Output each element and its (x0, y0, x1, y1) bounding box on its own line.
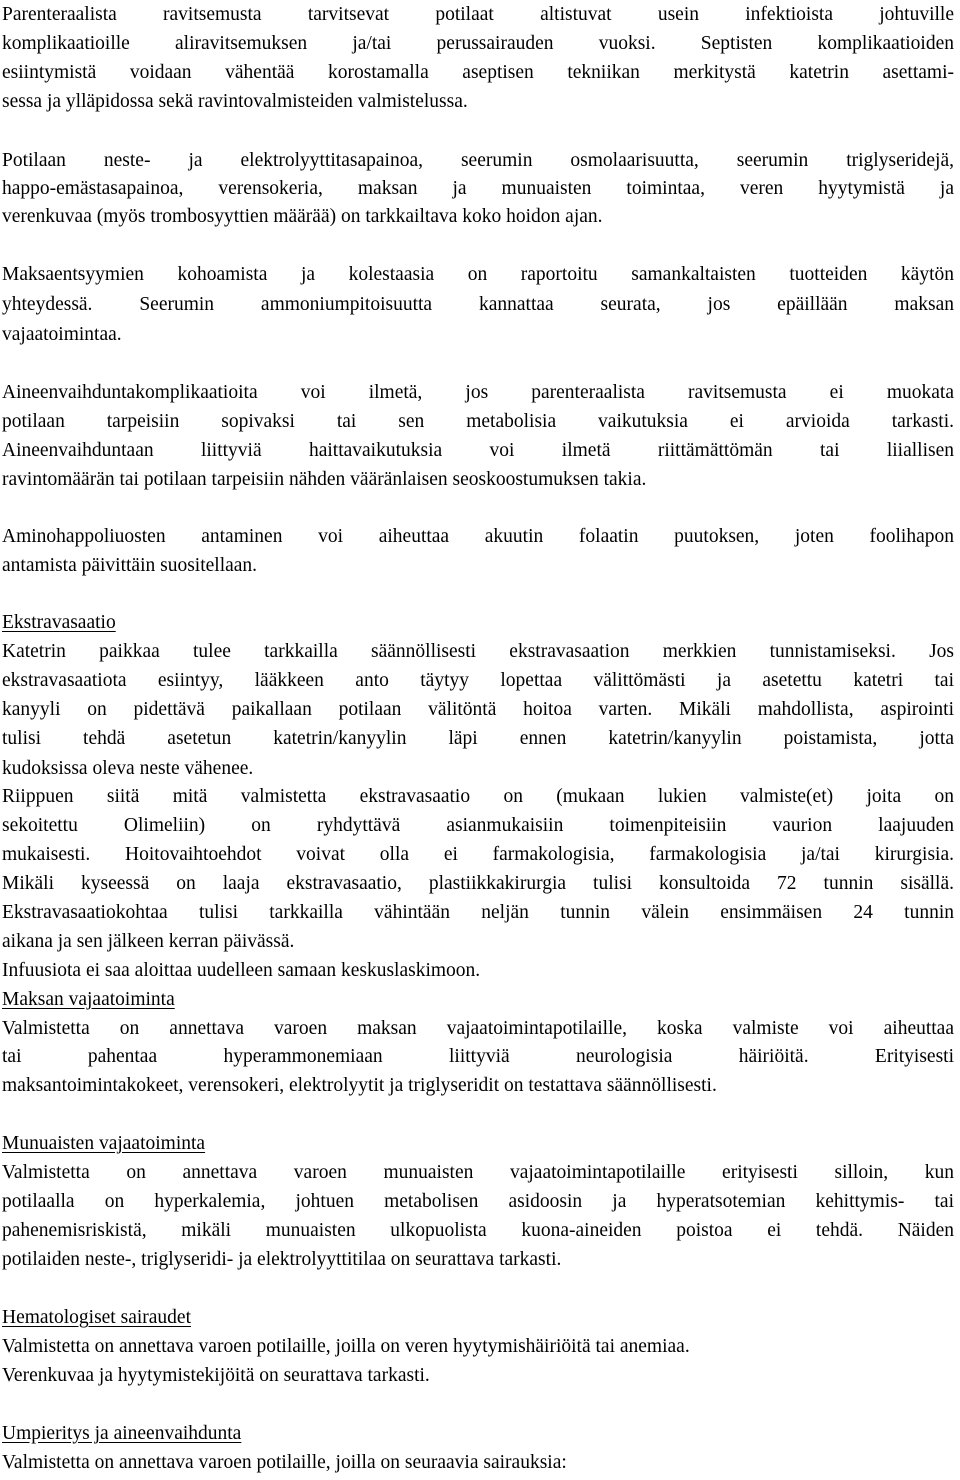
body-text-line: pahenemisriskistä, mikäli munuaisten ulkopuolista kuona-aineiden poistoa ei tehdä. Näiden (2, 1220, 954, 1241)
body-text-line: Verenkuvaa ja hyytymistekijöitä on seurattava tarkasti. (2, 1365, 430, 1386)
section-heading (2, 985, 954, 1015)
body-text-line: komplikaatioille aliravitsemuksen ja/tai perussairauden vuoksi. Septisten komplikaatioiden (2, 33, 954, 54)
body-text-line: potilaiden neste-, triglyseridi- ja elektrolyyttitilaa on seurattava tarkasti. (2, 1249, 562, 1270)
body-text-line: Maksaentsyymien kohoamista ja kolestaasia on raportoitu samankaltaisten tuotteiden käytön (2, 264, 954, 285)
body-text-line: Ekstravasaatiokohtaa tulisi tarkkailla vähintään neljän tunnin välein ensimmäisen 24 tunnin (2, 902, 954, 923)
body-text-line: verenkuvaa (myös trombosyyttien määrää) on tarkkailtava koko hoidon ajan. (2, 206, 603, 227)
body-text-line: ekstravasaatiota esiintyy, lääkkeen anto täytyy lopettaa välittömästi ja asetettu katetri tai (2, 670, 954, 691)
body-text-line: Aineenvaihduntaan liittyviä haittavaikutuksia voi ilmetä riittämättömän tai liiallisen (2, 440, 954, 461)
body-text-line: Valmistetta on annettava varoen munuaisten vajaatoimintapotilaille erityisesti silloin, kun (2, 1162, 954, 1183)
body-text-line: maksantoimintakokeet, verensokeri, elektrolyytit ja triglyseridit on testattava säännöllisesti. (2, 1075, 717, 1096)
section-heading-text: Umpieritys ja aineenvaihdunta (2, 1423, 242, 1444)
section-heading (2, 608, 954, 638)
body-text-line: Potilaan neste- ja elektrolyyttitasapainoa, seerumin osmolaarisuutta, seerumin triglyseridejä, (2, 150, 954, 171)
body-text-line: sessa ja ylläpidossa sekä ravintovalmisteiden valmistelussa. (2, 91, 468, 112)
body-text-line: Katetrin paikkaa tulee tarkkailla säännöllisesti ekstravasaation merkkien tunnistamiseksi. Jos (2, 641, 954, 662)
body-text-line: Valmistetta on annettava varoen potilaille, joilla on seuraavia sairauksia: (2, 1452, 567, 1473)
section-heading (2, 1419, 954, 1449)
body-text-line: Valmistetta on annettava varoen maksan vajaatoimintapotilaille, koska valmiste voi aiheuttaa (2, 1018, 954, 1039)
section-heading (2, 1303, 954, 1333)
body-text-line: aikana ja sen jälkeen kerran päivässä. (2, 931, 295, 952)
section-heading (2, 1129, 954, 1159)
body-text-line: antamista päivittäin suositellaan. (2, 555, 258, 576)
body-text-line: vajaatoimintaa. (2, 324, 122, 345)
section-heading-text: Ekstravasaatio (2, 612, 116, 633)
section-heading-text: Hematologiset sairaudet (2, 1307, 191, 1328)
body-text-line: Valmistetta on annettava varoen potilaille, joilla on veren hyytymishäiriöitä tai anemiaa. (2, 1336, 690, 1357)
body-text-line: tulisi tehdä asetetun katetrin/kanyylin läpi ennen katetrin/kanyylin poistamista, jotta (2, 728, 954, 749)
body-text-line: potilaan tarpeisiin sopivaksi tai sen metabolisia vaikutuksia ei arvioida tarkasti. (2, 411, 954, 432)
body-text-line: potilaalla on hyperkalemia, johtuen metabolisen asidoosin ja hyperatsotemian kehittymis- tai (2, 1191, 954, 1212)
body-text-line: mukaisesti. Hoitovaihtoehdot voivat olla ei farmakologisia, farmakologisia ja/tai kirurgisia. (2, 844, 954, 865)
body-text-line: Aineenvaihduntakomplikaatioita voi ilmetä, jos parenteraalista ravitsemusta ei muokata (2, 382, 954, 403)
body-text-line: esiintymistä voidaan vähentää korostamalla aseptisen tekniikan merkitystä katetrin asettami- (2, 62, 954, 83)
body-text-line: sekoitettu Olimeliin) on ryhdyttävä asianmukaisiin toimenpiteisiin vaurion laajuuden (2, 815, 954, 836)
body-text-line: Aminohappoliuosten antaminen voi aiheuttaa akuutin folaatin puutoksen, joten foolihapon (2, 526, 954, 547)
section-heading-text: Munuaisten vajaatoiminta (2, 1133, 206, 1154)
body-text-line: Parenteraalista ravitsemusta tarvitsevat potilaat altistuvat usein infektioista johtuville (2, 4, 954, 25)
body-text-line: Infuusiota ei saa aloittaa uudelleen samaan keskuslaskimoon. (2, 960, 481, 981)
body-text-line: Mikäli kyseessä on laaja ekstravasaatio, plastiikkakirurgia tulisi konsultoida 72 tunnin sisällä. (2, 873, 954, 894)
body-text-line: yhteydessä. Seerumin ammoniumpitoisuutta kannattaa seurata, jos epäillään maksan (2, 294, 954, 315)
body-text-line: Riippuen siitä mitä valmistetta ekstravasaatio on (mukaan lukien valmiste(et) joita on (2, 786, 954, 807)
body-text-line: tai pahentaa hyperammonemiaan liittyviä neurologisia häiriöitä. Erityisesti (2, 1046, 954, 1067)
section-heading-text: Maksan vajaatoiminta (2, 989, 175, 1010)
body-text-line: kudoksissa oleva neste vähenee. (2, 758, 254, 779)
body-text-line: ravintomäärän tai potilaan tarpeisiin nähden vääränlaisen seoskoostumuksen takia. (2, 469, 647, 490)
body-text-line: happo-emästasapainoa, verensokeria, maksan ja munuaisten toimintaa, veren hyytymistä ja (2, 178, 954, 199)
body-text-line: kanyyli on pidettävä paikallaan potilaan välitöntä hoitoa varten. Mikäli mahdollista, aspirointi (2, 699, 954, 720)
